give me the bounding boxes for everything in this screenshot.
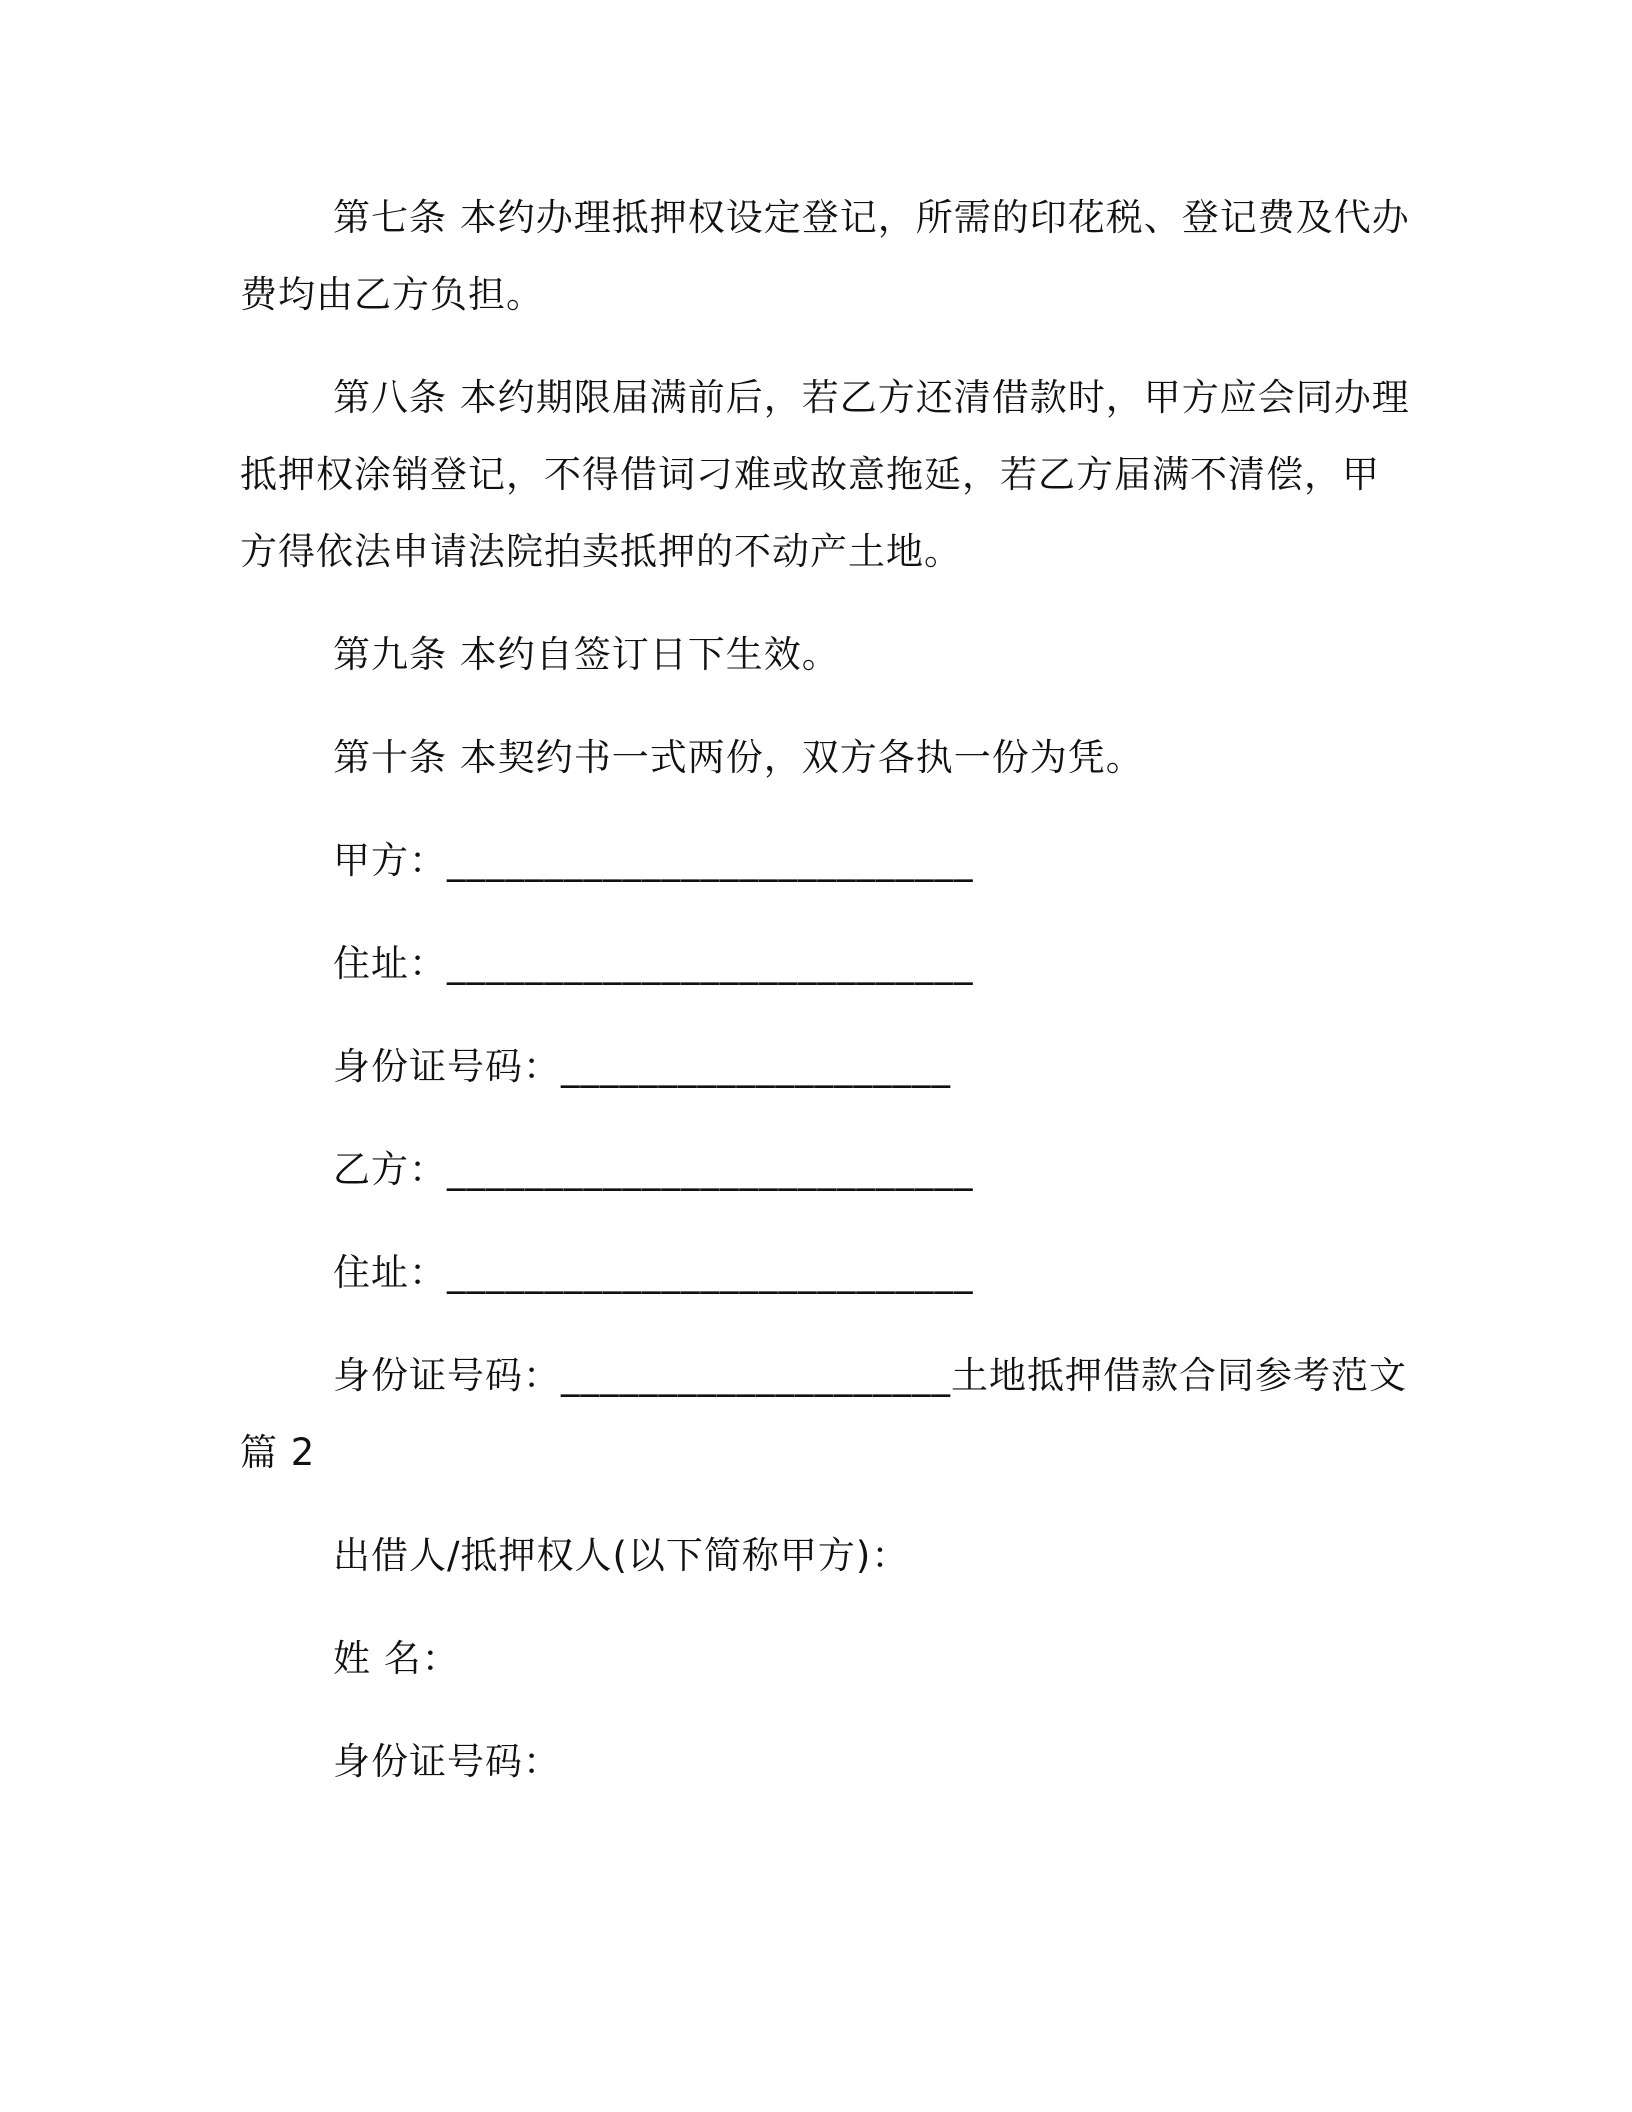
article-7-line-1: 第七条 本约办理抵押权设定登记，所需的印花税、登记费及代办 xyxy=(333,196,1410,239)
lender-heading: 出借人/抵押权人(以下简称甲方)： xyxy=(333,1534,910,1577)
party-b-address-field: 住址：___________________________ xyxy=(333,1251,974,1294)
article-10: 第十条 本契约书一式两份，双方各执一份为凭。 xyxy=(333,736,1144,779)
article-8-line-2: 抵押权涂销登记，不得借词刁难或故意拖延，若乙方届满不清偿，甲 xyxy=(240,453,1380,496)
article-9: 第九条 本约自签订日下生效。 xyxy=(333,633,840,676)
party-b-field: 乙方：___________________________ xyxy=(333,1148,974,1191)
article-8-line-3: 方得依法申请法院拍卖抵押的不动产土地。 xyxy=(240,530,962,573)
party-b-id-field-and-next-title: 身份证号码：____________________土地抵押借款合同参考范文 xyxy=(333,1354,1407,1397)
article-7-line-2: 费均由乙方负担。 xyxy=(240,273,544,316)
party-a-id-field: 身份证号码：____________________ xyxy=(333,1045,951,1088)
party-a-address-field: 住址：___________________________ xyxy=(333,942,974,985)
article-8-line-1: 第八条 本约期限届满前后，若乙方还清借款时，甲方应会同办理 xyxy=(333,376,1410,419)
lender-name-field: 姓 名： xyxy=(333,1637,460,1680)
lender-id-field: 身份证号码： xyxy=(333,1740,561,1783)
party-a-field: 甲方：___________________________ xyxy=(333,839,974,882)
next-title-continuation: 篇 2 xyxy=(240,1431,316,1474)
